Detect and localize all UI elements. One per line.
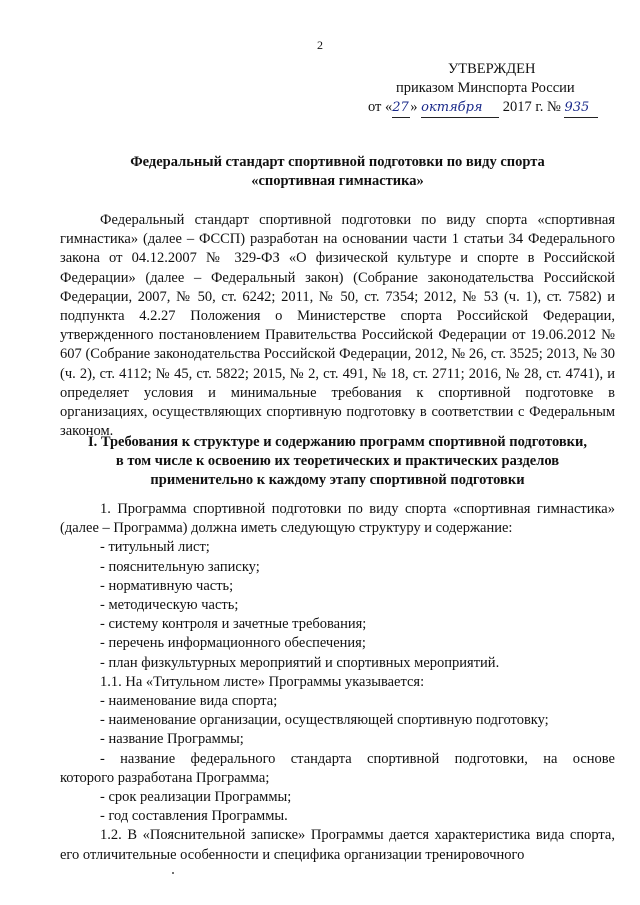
date-prefix: от « [368, 99, 393, 115]
section-heading-line-2: в том числе к освоению их теоретических и практических разделов [115, 453, 560, 469]
list-item: - перечень информационного обеспечения; [100, 635, 366, 652]
list-item: - наименование организации, осуществляющей спортивную подготовку; [100, 712, 549, 729]
handwritten-number: 935 [564, 98, 598, 118]
list-item: - срок реализации Программы; [100, 789, 292, 806]
list-item: - план физкультурных мероприятий и спортивных мероприятий. [100, 654, 500, 671]
page-number: 2 [317, 38, 323, 52]
list-item: - год составления Программы. [100, 808, 288, 825]
paragraph-1-2: 1.2. В «Пояснительной записке» Программы дается характеристика вида спорта, его отличительные особенности и специфика организации тренировочного [60, 827, 615, 863]
intro-paragraph [60, 211, 615, 441]
list-item: - название Программы; [100, 731, 244, 748]
section-heading-line-1: I. Требования к структуре и содержанию программ спортивной подготовки, [87, 434, 588, 450]
list-item: - название федерального стандарта спортивной подготовки, на основе [100, 750, 615, 767]
section-heading-line-3: применительно к каждому этапу спортивной подготовки [150, 472, 525, 488]
approval-date-line [368, 98, 618, 118]
approval-block [368, 60, 618, 118]
section-1-heading [60, 433, 615, 490]
program-structure [60, 500, 615, 865]
date-quote-close: » [410, 99, 418, 115]
scan-speck [172, 872, 174, 874]
document-title [60, 153, 615, 191]
list-item: - титульный лист; [100, 539, 210, 556]
list-item: - систему контроля и зачетные требования; [100, 616, 367, 633]
title-line-2: «спортивная гимнастика» [251, 173, 424, 189]
intro-text: Федеральный стандарт спортивной подготовки по виду спорта «спортивная гимнастика» (далее – ФССП) разработан на основании части 1 статьи 34 Федерального закона от 04.12.2007 № 329-ФЗ «О физической культуре и спорте в Российской Федерации» (далее – Федеральный закон) (Собрание законодательства Российской Федерации, 2007, № 50, ст. 6242; 2011, № 50, ст. 7354; 2012, № 53 (ч. 1), ст. 7582) и подпункта 4.2.27 Положения о Министерстве спорта Российской Федерации, утвержденного постановлением Правительства Российской Федерации от 19.06.2012 № 607 (Собрание законодательства Российской Федерации, 2012, № 26, ст. 3525; 2013, № 30 (ч. 2), ст. 4112; № 45, ст. 5822; 2015, № 2, ст. 491, № 18, ст. 2711; 2016, № 28, ст. 4741), и определяет условия и минимальные требования к спортивной подготовке в организациях, осуществляющих спортивную подготовку в соответствии с Федеральным законом. [60, 212, 615, 440]
title-line-1: Федеральный стандарт спортивной подготовки по виду спорта [130, 154, 545, 170]
list-item: - наименование вида спорта; [100, 693, 278, 710]
paragraph-1-1: 1.1. На «Титульном листе» Программы указывается: [100, 673, 425, 690]
approval-heading: УТВЕРЖДЕН [448, 61, 536, 77]
list-item-continuation: которого разработана Программа; [60, 769, 270, 786]
list-item: - методическую часть; [100, 597, 239, 614]
handwritten-day: 27 [392, 98, 410, 118]
list-item: - нормативную часть; [100, 577, 234, 594]
handwritten-month: октября [421, 98, 499, 118]
list-item: - пояснительную записку; [100, 558, 260, 575]
paragraph-1: 1. Программа спортивной подготовки по виду спорта «спортивная гимнастика» (далее – Программа) должна иметь следующую структуру и содержание: [60, 501, 615, 537]
date-year: 2017 г. № [502, 99, 561, 115]
approval-order: приказом Минспорта России [396, 80, 575, 96]
